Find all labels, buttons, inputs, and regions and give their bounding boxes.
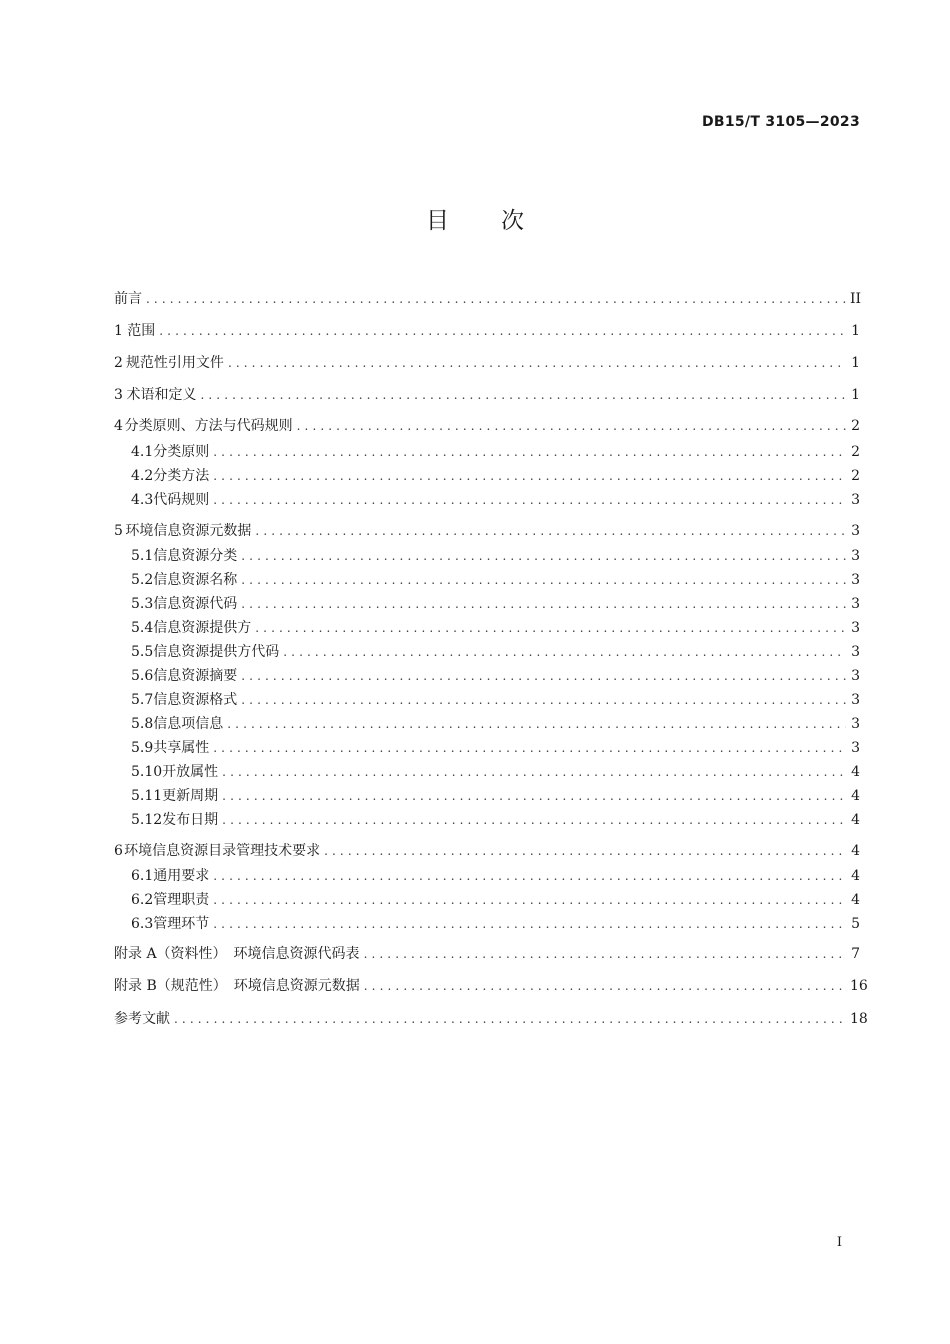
toc-leader: [213, 442, 846, 462]
toc-leader: [255, 521, 846, 541]
toc-entry-4-3[interactable]: [131, 490, 860, 510]
toc-leader: [213, 490, 846, 510]
toc-entry-page: 7: [851, 946, 860, 962]
toc-entry-title: 信息资源名称: [153, 572, 238, 588]
toc-entry-page: 4: [851, 843, 860, 859]
toc-entry-number: 5.4: [131, 620, 154, 636]
page-title: [0, 202, 950, 235]
toc-leader: [213, 466, 846, 486]
toc-leader: [213, 866, 846, 886]
toc-leader: [255, 618, 846, 638]
toc-entry-title: 参考文献: [114, 1011, 170, 1027]
toc-entry-page: 3: [851, 644, 860, 660]
toc-entry-5-6[interactable]: [131, 666, 860, 686]
toc-entry-page: 5: [851, 916, 860, 932]
toc-entry-title: 附录 B（规范性） 环境信息资源元数据: [114, 978, 360, 994]
toc-entry-title: 信息资源提供方代码: [153, 644, 280, 660]
toc-entry-title: 信息资源格式: [153, 692, 238, 708]
toc-entry-6-2[interactable]: [131, 890, 860, 910]
toc-entry-number: 4.2: [131, 468, 154, 484]
toc-entry-title: 发布日期: [162, 812, 219, 828]
toc-leader: [200, 385, 846, 405]
toc-entry-page: 4: [851, 764, 860, 780]
toc-entry-foreword[interactable]: [114, 289, 860, 309]
toc-leader: [241, 690, 846, 710]
toc-entry-1[interactable]: [114, 321, 860, 341]
toc-entry-number: 5.10: [131, 764, 163, 780]
toc-entry-appendix-a[interactable]: [114, 944, 860, 964]
toc-entry-5-12[interactable]: [131, 810, 860, 830]
toc-entry-6[interactable]: [114, 841, 860, 861]
toc-entry-page: 2: [851, 418, 860, 434]
toc-entry-title: 信息资源提供方: [153, 620, 252, 636]
toc-leader: [222, 786, 846, 806]
toc-entry-page: 3: [851, 596, 860, 612]
toc-leader: [241, 666, 846, 686]
toc-entry-number: 6.1: [131, 868, 154, 884]
toc-leader: [241, 570, 846, 590]
toc-leader: [364, 944, 846, 964]
toc-entry-page: 3: [851, 692, 860, 708]
toc-entry-page: 2: [851, 444, 860, 460]
toc-leader: [213, 914, 846, 934]
toc-entry-number: 4: [114, 418, 123, 434]
toc-entry-title: 共享属性: [153, 740, 210, 756]
toc-leader: [213, 890, 846, 910]
toc-entry-page: 3: [851, 620, 860, 636]
toc-entry-page: 4: [851, 892, 860, 908]
toc-entry-number: 4.1: [131, 444, 154, 460]
toc-leader: [297, 416, 846, 436]
toc-entry-4-1[interactable]: [131, 442, 860, 462]
toc-leader: [227, 714, 846, 734]
toc-leader: [222, 810, 846, 830]
toc-entry-page: 4: [851, 812, 860, 828]
page-title-part2: 次: [501, 208, 524, 234]
toc-entry-title: 管理环节: [153, 916, 210, 932]
toc-entry-title: 环境信息资源元数据: [125, 523, 252, 539]
toc-entry-title: 环境信息资源目录管理技术要求: [124, 843, 321, 859]
toc-entry-title: 前言: [114, 291, 142, 307]
toc-entry-5-4[interactable]: [131, 618, 860, 638]
toc-entry-number: 5.9: [131, 740, 154, 756]
toc-leader: [159, 321, 846, 341]
toc-entry-number: 5.8: [131, 716, 154, 732]
toc-entry-title: 开放属性: [162, 764, 219, 780]
toc-entry-5-7[interactable]: [131, 690, 860, 710]
toc-leader: [241, 546, 846, 566]
toc-leader: [241, 594, 846, 614]
toc-entry-5-11[interactable]: [131, 786, 860, 806]
toc-entry-4-2[interactable]: [131, 466, 860, 486]
toc-entry-title: 信息资源摘要: [153, 668, 238, 684]
toc-entry-number: 3: [114, 387, 123, 403]
toc-entry-page: 3: [851, 740, 860, 756]
toc-entry-number: 2: [114, 355, 123, 371]
toc-entry-page: 2: [851, 468, 860, 484]
toc-entry-page: 1: [851, 387, 860, 403]
toc-entry-title: 术语和定义: [126, 387, 197, 403]
toc-entry-page: 4: [851, 788, 860, 804]
toc-entry-title: 信息项信息: [153, 716, 224, 732]
toc-entry-5-2[interactable]: [131, 570, 860, 590]
toc-entry-number: 6: [114, 843, 123, 859]
toc-entry-title: 分类原则: [153, 444, 210, 460]
toc-entry-page: II: [850, 291, 862, 307]
toc-leader: [283, 642, 846, 662]
toc-entry-title: 管理职责: [153, 892, 210, 908]
toc-leader: [324, 841, 846, 861]
toc-entry-page: 1: [851, 323, 860, 339]
toc-entry-page: 3: [851, 492, 860, 508]
toc-leader: [146, 289, 846, 309]
toc-entry-title: 范围: [127, 323, 156, 339]
toc-entry-number: 5.7: [131, 692, 154, 708]
toc-leader: [174, 1009, 846, 1029]
toc-entry-6-1[interactable]: [131, 866, 860, 886]
toc-entry-number: 5.2: [131, 572, 154, 588]
toc-entry-5-5[interactable]: [131, 642, 860, 662]
toc-entry-number: 5.12: [131, 812, 163, 828]
toc-entry-5-1[interactable]: [131, 546, 860, 566]
toc-entry-number: 5.1: [131, 548, 154, 564]
toc-entry-page: 3: [851, 523, 860, 539]
toc-entry-page: 3: [851, 716, 860, 732]
toc-entry-page: 3: [851, 548, 860, 564]
toc-entry-5-10[interactable]: [131, 762, 860, 782]
standard-code: DB15/T 3105—2023: [701, 114, 860, 130]
toc-entry-title: 规范性引用文件: [125, 355, 224, 371]
toc-entry-2[interactable]: [114, 353, 860, 373]
toc-entry-title: 分类原则、方法与代码规则: [124, 418, 293, 434]
toc-entry-appendix-b[interactable]: [114, 976, 868, 996]
toc-entry-5-8[interactable]: [131, 714, 860, 734]
toc-entry-6-3[interactable]: [131, 914, 860, 934]
toc-leader: [213, 738, 846, 758]
toc-entry-number: 5.3: [131, 596, 154, 612]
toc-entry-5-9[interactable]: [131, 738, 860, 758]
toc-entry-page: 3: [851, 572, 860, 588]
toc-entry-number: 6.2: [131, 892, 154, 908]
toc-entry-3[interactable]: [114, 385, 860, 405]
page-folio: I: [836, 1235, 842, 1250]
toc-entry-number: 1: [114, 323, 123, 339]
toc-leader: [222, 762, 846, 782]
toc-entry-number: 5: [114, 523, 123, 539]
toc-entry-title: 信息资源分类: [153, 548, 238, 564]
toc-entry-title: 代码规则: [153, 492, 210, 508]
toc-entry-references[interactable]: [114, 1009, 868, 1029]
toc-entry-number: 5.5: [131, 644, 154, 660]
toc-entry-title: 附录 A（资料性） 环境信息资源代码表: [114, 946, 360, 962]
toc-entry-title: 更新周期: [162, 788, 219, 804]
toc-entry-number: 5.6: [131, 668, 154, 684]
toc-entry-number: 6.3: [131, 916, 154, 932]
toc-leader: [228, 353, 846, 373]
toc-entry-title: 分类方法: [153, 468, 210, 484]
toc-entry-page: 16: [850, 978, 868, 994]
toc-entry-5[interactable]: [114, 521, 860, 541]
toc-entry-5-3[interactable]: [131, 594, 860, 614]
toc-entry-number: 4.3: [131, 492, 154, 508]
toc-entry-page: 18: [850, 1011, 868, 1027]
toc-entry-page: 3: [851, 668, 860, 684]
page-title-part1: 目: [426, 208, 449, 234]
toc-entry-4[interactable]: [114, 416, 860, 436]
toc-entry-page: 1: [851, 355, 860, 371]
toc-leader: [364, 976, 846, 996]
toc-entry-number: 5.11: [131, 788, 163, 804]
toc-entry-title: 信息资源代码: [153, 596, 238, 612]
toc-entry-page: 4: [851, 868, 860, 884]
toc-entry-title: 通用要求: [153, 868, 210, 884]
